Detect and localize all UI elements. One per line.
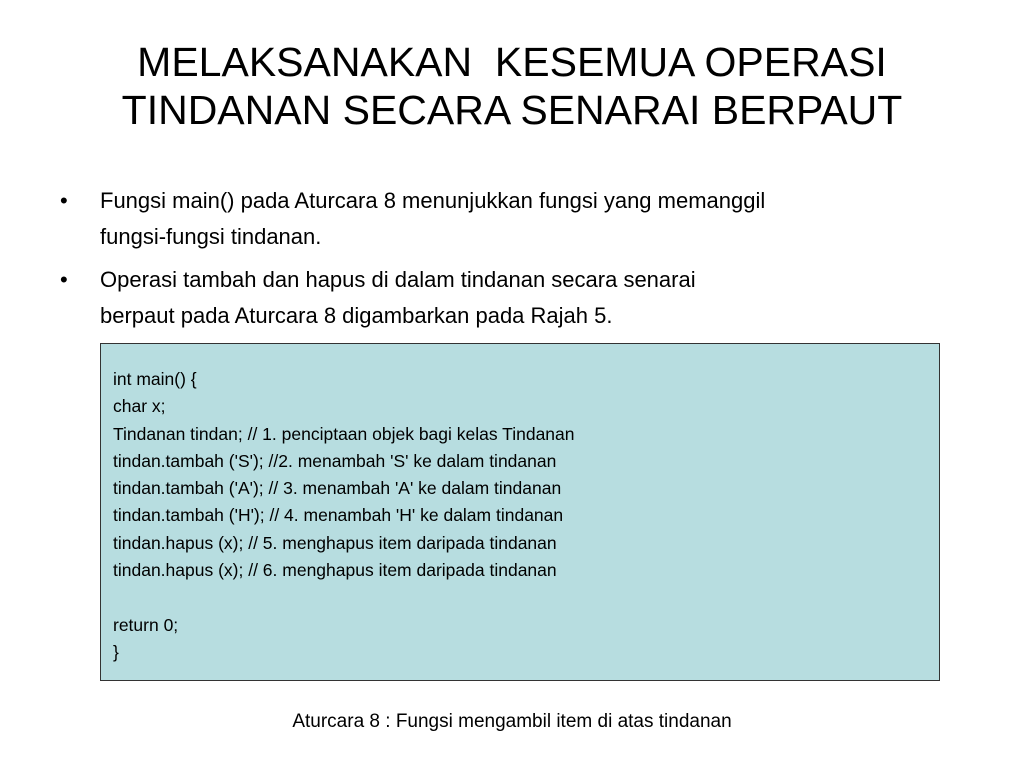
slide-title-line-1: MELAKSANAKAN KESEMUA OPERASI [137,39,887,85]
code-line: int main() { [113,369,197,389]
code-line: } [113,641,119,662]
bullet-text-line: fungsi-fungsi tindanan. [100,224,322,249]
code-line: char x; [113,396,166,417]
bullet-text-line: berpaut pada Aturcara 8 digambarkan pada Rajah 5. [100,303,613,328]
bullet-item [60,262,980,334]
bullet-icon: • [60,267,68,292]
code-line: return 0; [113,614,179,635]
code-line: tindan.tambah ('S'); //2. menambah 'S' ke dalam tindanan [113,450,557,471]
slide-title-line-2: TINDANAN SECARA SENARAI BERPAUT [121,87,903,133]
code-line: Tindanan tindan; // 1. penciptaan objek bagi kelas Tindanan [113,423,575,444]
code-line: tindan.tambah ('H'); // 4. menambah 'H' ke dalam tindanan [113,505,564,526]
bullet-icon: • [60,188,68,213]
bullet-item [60,183,980,255]
code-line: tindan.hapus (x); // 5. menghapus item daripada tindanan [113,532,557,553]
bullet-text-line: Fungsi main() pada Aturcara 8 menunjukkan fungsi yang memanggil [100,188,766,213]
code-line [113,584,927,611]
code-line: tindan.tambah ('A'); // 3. menambah 'A' ke dalam tindanan [113,478,562,499]
bullet-text-line: Operasi tambah dan hapus di dalam tindanan secara senarai [100,267,696,292]
bullet-list [60,183,980,341]
bullet-text [100,267,696,328]
code-caption: Aturcara 8 : Fungsi mengambil item di atas tindanan [292,711,732,732]
code-line: tindan.hapus (x); // 6. menghapus item daripada tindanan [113,560,557,581]
code-listing-box [100,343,940,681]
slide-title [0,38,1024,134]
bullet-text [100,188,765,249]
